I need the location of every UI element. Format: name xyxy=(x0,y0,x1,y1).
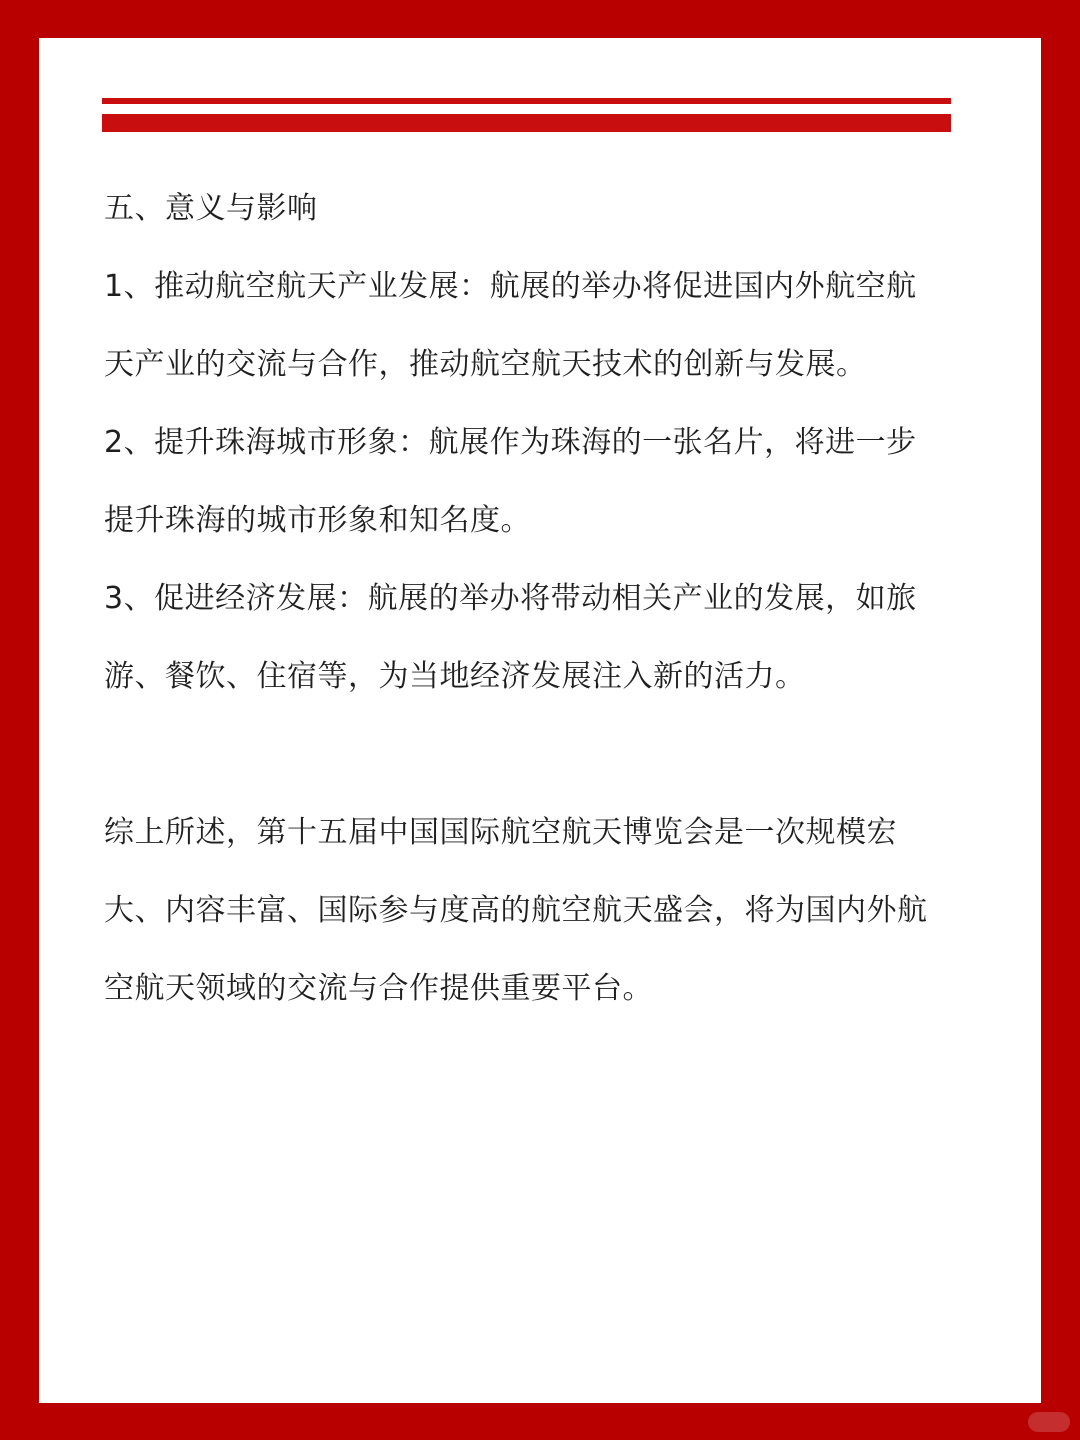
header-rule-thick xyxy=(102,114,951,132)
paragraph-line: 游、餐饮、住宿等，为当地经济发展注入新的活力。 xyxy=(104,659,806,694)
paragraph-line: 3、促进经济发展：航展的举办将带动相关产业的发展，如旅 xyxy=(104,581,917,616)
summary-line: 空航天领域的交流与合作提供重要平台。 xyxy=(104,971,653,1006)
summary-line: 大、内容丰富、国际参与度高的航空航天盛会，将为国内外航 xyxy=(104,893,928,928)
article-body xyxy=(104,170,974,1028)
header-rule-thin xyxy=(102,98,951,104)
section-heading: 五、意义与影响 xyxy=(104,191,318,226)
summary-line: 综上所述，第十五届中国国际航空航天博览会是一次规模宏 xyxy=(104,815,897,850)
paragraph-line: 天产业的交流与合作，推动航空航天技术的创新与发展。 xyxy=(104,347,867,382)
paragraph-line: 1、推动航空航天产业发展：航展的举办将促进国内外航空航 xyxy=(104,269,917,304)
paragraph-line: 提升珠海的城市形象和知名度。 xyxy=(104,503,531,538)
document-page xyxy=(39,38,1041,1403)
paragraph-gap xyxy=(104,716,974,794)
watermark-logo xyxy=(1028,1412,1070,1432)
paragraph-line: 2、提升珠海城市形象：航展作为珠海的一张名片，将进一步 xyxy=(104,425,917,460)
